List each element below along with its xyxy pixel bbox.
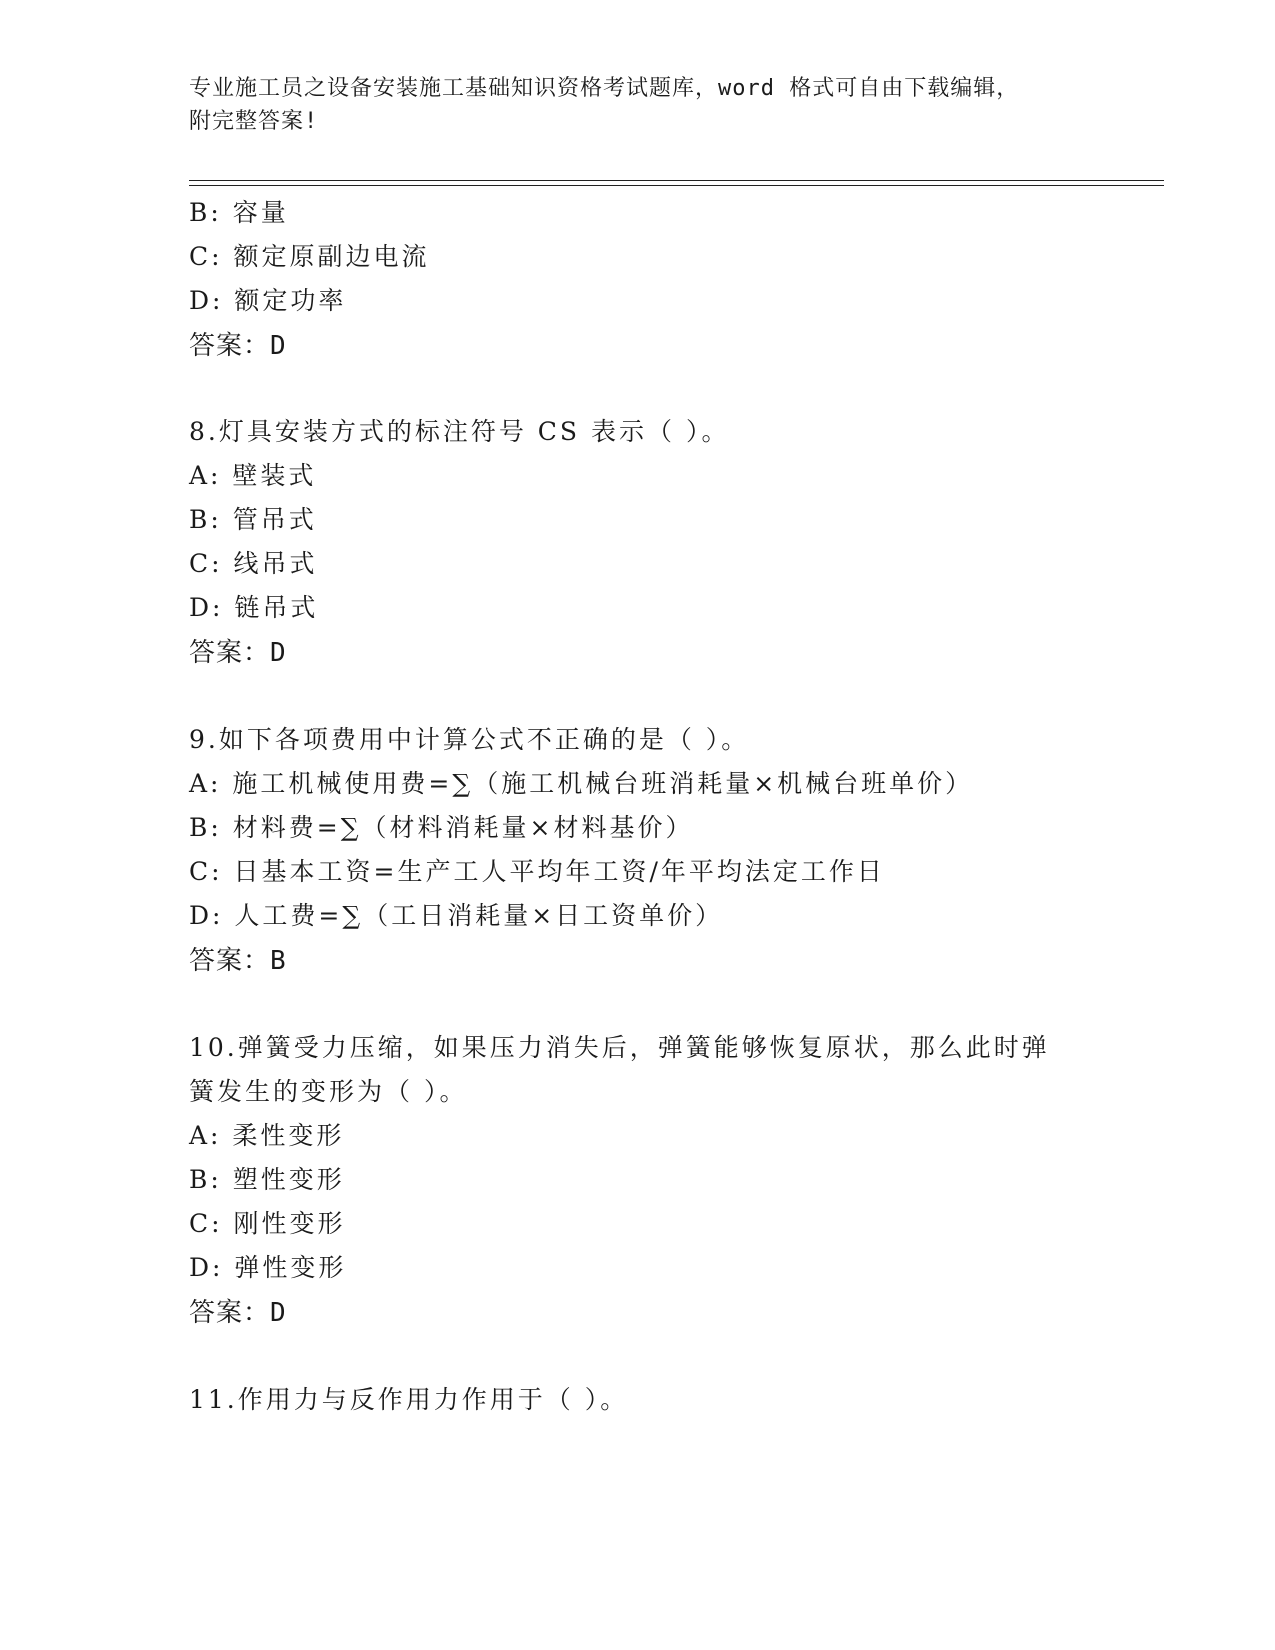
question-line: 9.如下各项费用中计算公式不正确的是（ ）。 (189, 725, 750, 754)
question-line: 簧发生的变形为（ ）。 (189, 1077, 468, 1106)
answer-line: 答案：D (189, 638, 287, 668)
option-line: A: 柔性变形 (189, 1121, 345, 1150)
option-line: B: 管吊式 (189, 505, 317, 534)
option-line: C: 日基本工资=生产工人平均年工资/年平均法定工作日 (189, 857, 885, 886)
header-title-line-2: 附完整答案! (189, 109, 319, 134)
option-line: C: 额定原副边电流 (189, 242, 430, 271)
header-title-line-1: 专业施工员之设备安装施工基础知识资格考试题库，word 格式可自由下载编辑， (189, 76, 1020, 101)
header-divider-bottom (189, 185, 1164, 186)
option-line: A: 壁装式 (189, 461, 317, 490)
option-line: B: 容量 (189, 198, 289, 227)
option-line: D: 人工费=∑（工日消耗量×日工资单价） (189, 901, 724, 930)
option-line: C: 刚性变形 (189, 1209, 346, 1238)
question-line: 11.作用力与反作用力作用于（ ）。 (189, 1385, 629, 1414)
option-line: D: 额定功率 (189, 286, 347, 315)
document-header (189, 72, 1089, 138)
option-line: B: 材料费=∑（材料消耗量×材料基价） (189, 813, 694, 842)
option-line: D: 弹性变形 (189, 1253, 347, 1282)
option-line: D: 链吊式 (189, 593, 319, 622)
header-divider-top (189, 180, 1164, 181)
answer-line: 答案：D (189, 1298, 287, 1328)
option-line: B: 塑性变形 (189, 1165, 345, 1194)
option-line: C: 线吊式 (189, 549, 318, 578)
question-line: 8.灯具安装方式的标注符号 CS 表示（ ）。 (189, 417, 730, 446)
answer-line: 答案：B (189, 946, 287, 976)
question-line: 10.弹簧受力压缩，如果压力消失后，弹簧能够恢复原状，那么此时弹 (189, 1033, 1050, 1062)
answer-line: 答案：D (189, 331, 287, 361)
option-line: A: 施工机械使用费=∑（施工机械台班消耗量×机械台班单价） (189, 769, 974, 798)
